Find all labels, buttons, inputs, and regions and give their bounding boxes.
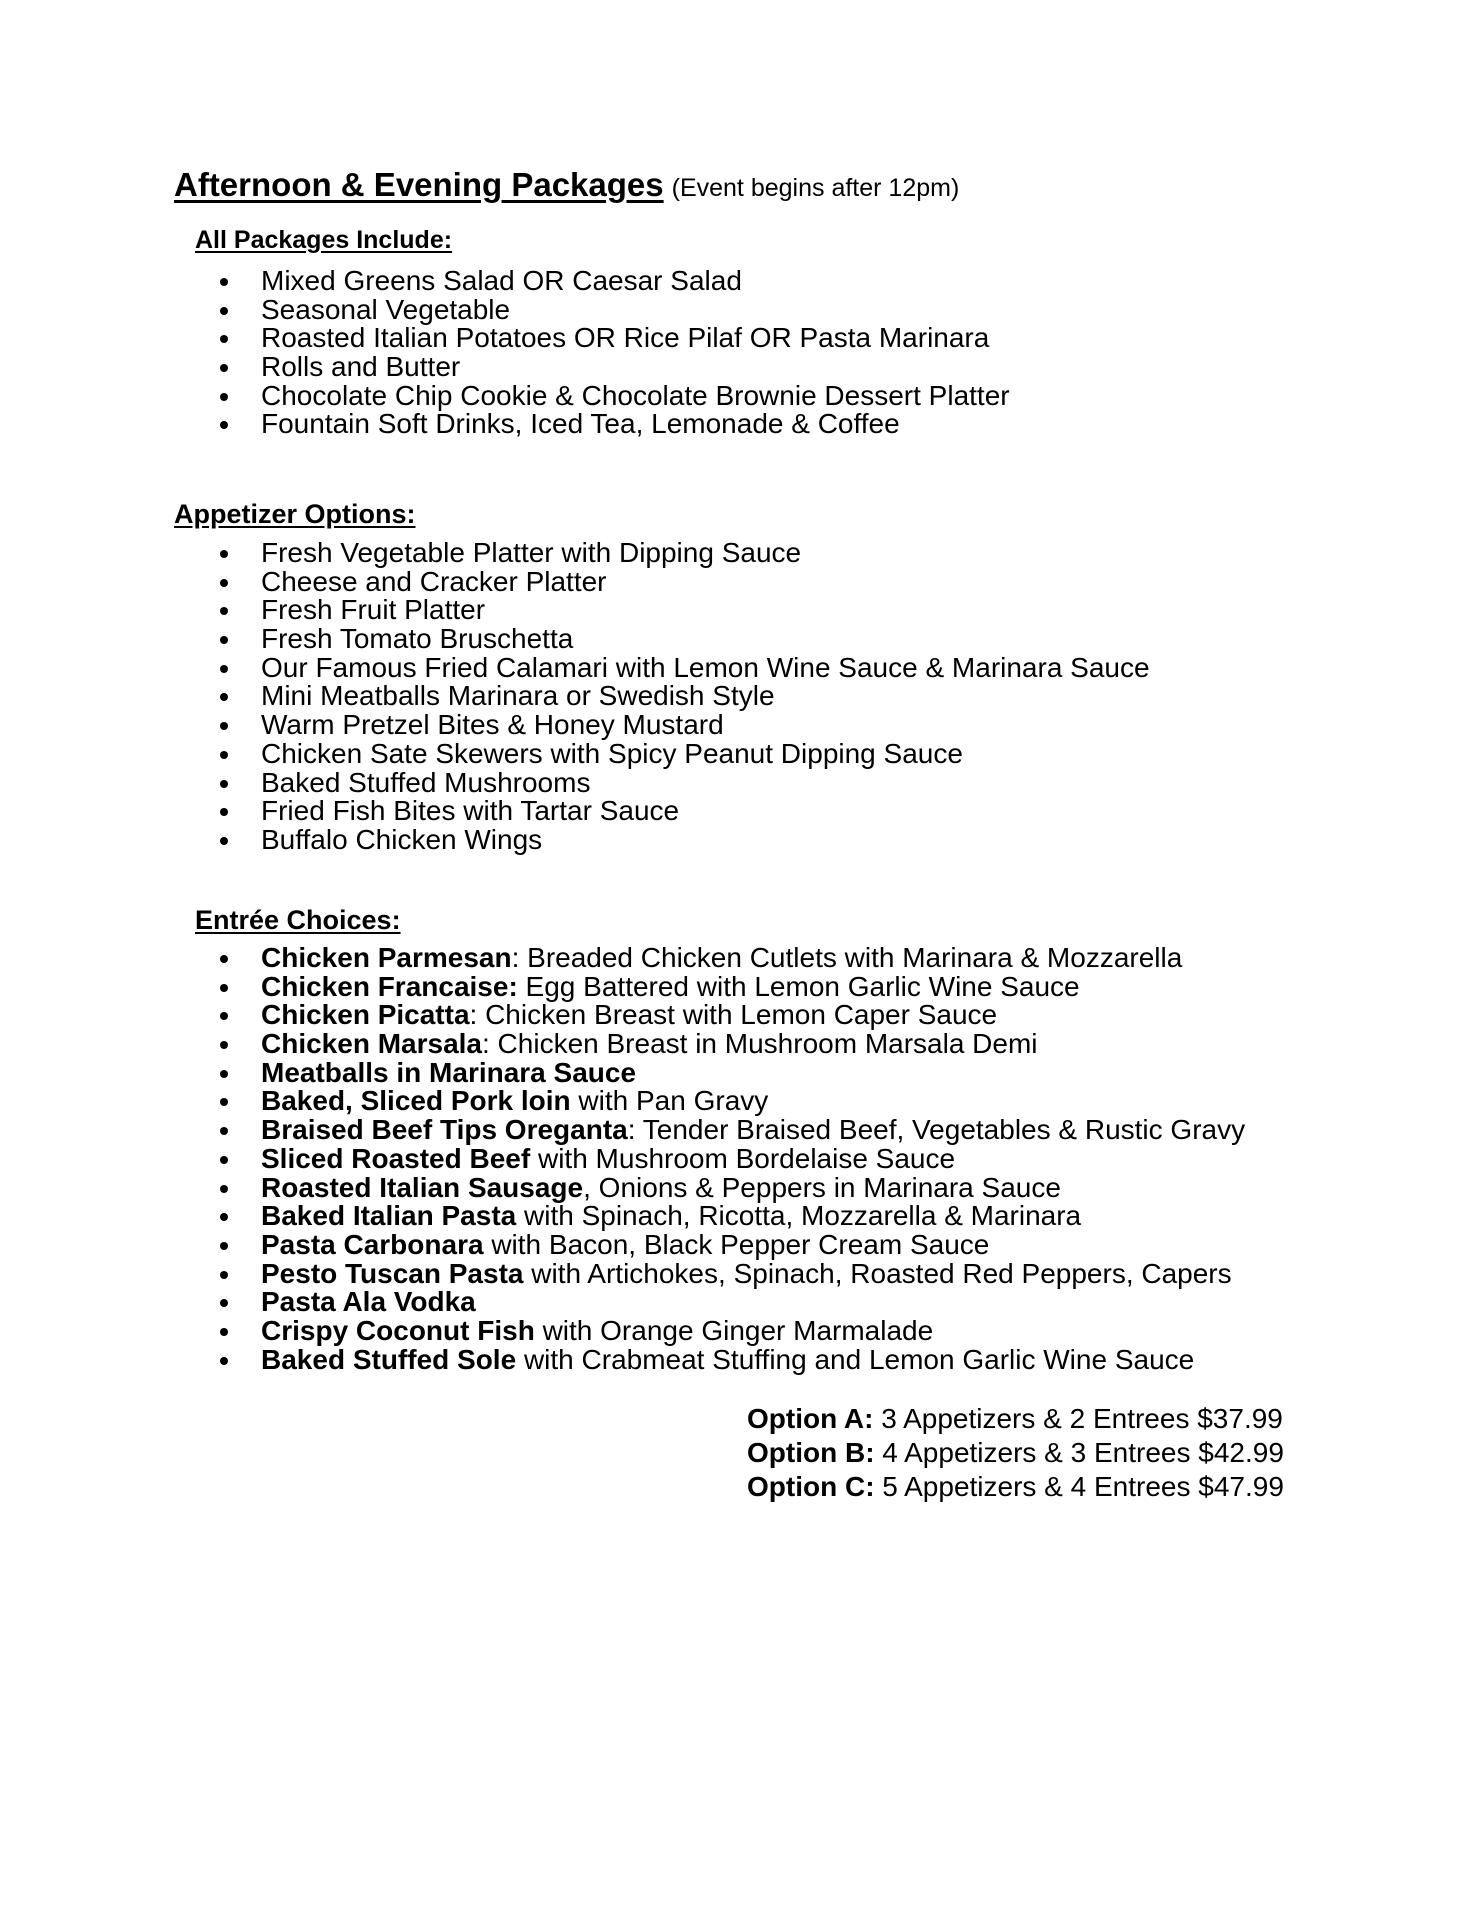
bullet-icon — [220, 607, 228, 615]
bullet-icon — [220, 955, 228, 963]
bullet-icon — [220, 421, 228, 429]
bullet-icon — [220, 278, 228, 286]
entrees-heading: Entrée Choices: — [195, 905, 401, 935]
bullet-icon — [220, 1098, 228, 1106]
list-item: Braised Beef Tips Oreganta: Tender Braised Beef, Vegetables & Rustic Gravy — [0, 1116, 1484, 1145]
list-item: Our Famous Fried Calamari with Lemon Wine Sauce & Marinara Sauce — [0, 654, 1484, 683]
bullet-icon — [220, 364, 228, 372]
list-item: Baked Stuffed Sole with Crabmeat Stuffing and Lemon Garlic Wine Sauce — [0, 1346, 1484, 1375]
list-item: Rolls and Butter — [0, 353, 1484, 382]
list-item: Baked Italian Pasta with Spinach, Ricotta, Mozzarella & Marinara — [0, 1202, 1484, 1231]
list-item: Baked Stuffed Mushrooms — [0, 769, 1484, 798]
bullet-icon — [220, 335, 228, 343]
list-item: Chicken Francaise: Egg Battered with Lemon Garlic Wine Sauce — [0, 973, 1484, 1002]
list-item: Seasonal Vegetable — [0, 296, 1484, 325]
list-item: Chicken Marsala: Chicken Breast in Mushroom Marsala Demi — [0, 1030, 1484, 1059]
list-item: Warm Pretzel Bites & Honey Mustard — [0, 711, 1484, 740]
list-item: Pesto Tuscan Pasta with Artichokes, Spinach, Roasted Red Peppers, Capers — [0, 1260, 1484, 1289]
list-item: Fresh Fruit Platter — [0, 596, 1484, 625]
list-item: Roasted Italian Sausage, Onions & Peppers in Marinara Sauce — [0, 1174, 1484, 1203]
bullet-icon — [220, 751, 228, 759]
option-b: Option B: 4 Appetizers & 3 Entrees $42.99 — [747, 1437, 1284, 1468]
pricing-options — [747, 1402, 1284, 1504]
appetizers-heading: Appetizer Options: — [174, 499, 416, 529]
bullet-icon — [220, 837, 228, 845]
list-item: Cheese and Cracker Platter — [0, 568, 1484, 597]
bullet-icon — [220, 1357, 228, 1365]
list-item: Sliced Roasted Beef with Mushroom Bordelaise Sauce — [0, 1145, 1484, 1174]
bullet-icon — [220, 579, 228, 587]
list-item: Baked, Sliced Pork loin with Pan Gravy — [0, 1087, 1484, 1116]
bullet-icon — [220, 693, 228, 701]
includes-heading: All Packages Include: — [195, 226, 453, 254]
bullet-icon — [220, 808, 228, 816]
option-c: Option C: 5 Appetizers & 4 Entrees $47.99 — [747, 1471, 1284, 1502]
list-item: Fresh Vegetable Platter with Dipping Sauce — [0, 539, 1484, 568]
list-item: Mini Meatballs Marinara or Swedish Style — [0, 682, 1484, 711]
list-item: Fountain Soft Drinks, Iced Tea, Lemonade & Coffee — [0, 410, 1484, 439]
list-item: Fried Fish Bites with Tartar Sauce — [0, 797, 1484, 826]
bullet-icon — [220, 780, 228, 788]
entrees-list — [0, 944, 1484, 1374]
bullet-icon — [220, 307, 228, 315]
bullet-icon — [220, 984, 228, 992]
list-item: Fresh Tomato Bruschetta — [0, 625, 1484, 654]
list-item: Pasta Carbonara with Bacon, Black Pepper Cream Sauce — [0, 1231, 1484, 1260]
bullet-icon — [220, 722, 228, 730]
option-a: Option A: 3 Appetizers & 2 Entrees $37.99 — [747, 1403, 1283, 1434]
list-item: Chocolate Chip Cookie & Chocolate Brownie Dessert Platter — [0, 382, 1484, 411]
title-main: Afternoon & Evening Packages — [174, 166, 664, 203]
bullet-icon — [220, 1328, 228, 1336]
bullet-icon — [220, 636, 228, 644]
title-subtitle: (Event begins after 12pm) — [671, 174, 960, 202]
list-item: Chicken Parmesan: Breaded Chicken Cutlets with Marinara & Mozzarella — [0, 944, 1484, 973]
bullet-icon — [220, 1070, 228, 1078]
bullet-icon — [220, 1271, 228, 1279]
list-item: Pasta Ala Vodka — [0, 1288, 1484, 1317]
list-item: Chicken Sate Skewers with Spicy Peanut Dipping Sauce — [0, 740, 1484, 769]
includes-list — [0, 267, 1484, 439]
page-title — [174, 166, 959, 204]
appetizers-list — [0, 539, 1484, 855]
list-item: Chicken Picatta: Chicken Breast with Lemon Caper Sauce — [0, 1001, 1484, 1030]
bullet-icon — [220, 1012, 228, 1020]
bullet-icon — [220, 1185, 228, 1193]
bullet-icon — [220, 1242, 228, 1250]
list-item: Meatballs in Marinara Sauce — [0, 1059, 1484, 1088]
bullet-icon — [220, 1041, 228, 1049]
bullet-icon — [220, 550, 228, 558]
bullet-icon — [220, 1213, 228, 1221]
list-item: Crispy Coconut Fish with Orange Ginger Marmalade — [0, 1317, 1484, 1346]
bullet-icon — [220, 393, 228, 401]
list-item: Mixed Greens Salad OR Caesar Salad — [0, 267, 1484, 296]
bullet-icon — [220, 1127, 228, 1135]
bullet-icon — [220, 1156, 228, 1164]
bullet-icon — [220, 665, 228, 673]
list-item: Buffalo Chicken Wings — [0, 826, 1484, 855]
list-item: Roasted Italian Potatoes OR Rice Pilaf OR Pasta Marinara — [0, 324, 1484, 353]
bullet-icon — [220, 1299, 228, 1307]
